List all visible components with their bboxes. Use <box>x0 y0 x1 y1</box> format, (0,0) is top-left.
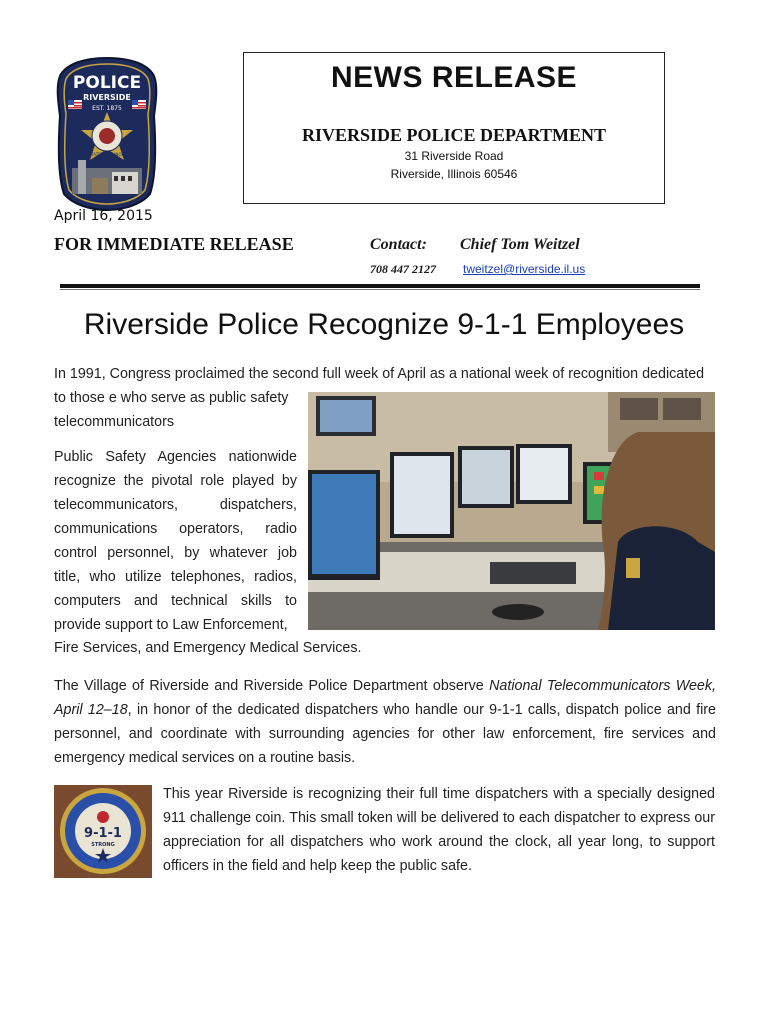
police-badge-logo <box>54 56 160 212</box>
contact-phone: 708 447 2127 <box>370 262 436 276</box>
immediate-release-label: FOR IMMEDIATE RELEASE <box>54 234 294 254</box>
contact-name: Chief Tom Weitzel <box>460 236 580 253</box>
paragraph-1-line-1: In 1991, Congress proclaimed the second full week of April as a national week of recognition dedicated <box>54 366 705 382</box>
paragraph-2-tail: Fire Services, and Emergency Medical Services. <box>54 640 362 656</box>
contact-email-link[interactable]: tweitzel@riverside.il.us <box>463 262 586 276</box>
paragraph-2: Public Safety Agencies nationwide recognize the pivotal role played by telecommunicators, dispatchers, communications operators, radio control personnel, by whatever job title, who utilize telephones, radios, computers and technical skills to provide support to Law Enforcement, <box>54 449 297 633</box>
contact-label: Contact: <box>370 236 427 253</box>
department-name: RIVERSIDE POLICE DEPARTMENT <box>301 125 607 145</box>
challenge-coin-photo <box>54 785 152 878</box>
header-divider-shadow <box>60 289 700 290</box>
release-date: April 16, 2015 <box>54 208 153 224</box>
news-release-title: NEWS RELEASE <box>330 61 578 94</box>
paragraph-4: This year Riverside is recognizing their full time dispatchers with a specially designed 911 challenge coin. This small token will be delivered to each dispatcher to express our appreciation for all dispatchers who work around the clock, all year long, to support officers in the field and help keep the public safe. <box>163 786 715 874</box>
header-divider <box>60 284 700 288</box>
badge-seal-text: STATE OF ILLINOIS <box>88 152 126 157</box>
paragraph-3-start: The Village of Riverside and Riverside Police Department observe <box>54 678 490 694</box>
paragraph-3-end: , in honor of the dedicated dispatchers who handle our 9-1-1 calls, dispatch police and fire personnel, and coordinate with surrounding agencies for other law enforcement, fire services and emergency medical services on a routine basis. <box>54 702 716 766</box>
badge-police-text: POLICE <box>72 73 142 93</box>
paragraph-3 <box>54 674 716 770</box>
dispatch-center-photo <box>308 392 715 630</box>
address-line-2: Riverside, Illinois 60546 <box>390 167 518 181</box>
badge-town-text: RIVERSIDE <box>83 93 131 102</box>
header-box <box>243 52 665 204</box>
address-line-1: 31 Riverside Road <box>404 149 504 163</box>
paragraph-3-event-name: National Telecommunicators Week, April 12–18 <box>54 678 716 718</box>
coin-911-text: 9-1-1 <box>84 826 122 841</box>
paragraph-1-rest: to those e who serve as public safety telecommunicators <box>54 390 289 430</box>
badge-est-text: EST. 1875 <box>92 105 122 112</box>
coin-strong-text: STRONG <box>91 842 115 848</box>
article-headline: Riverside Police Recognize 9-1-1 Employees <box>83 308 685 341</box>
